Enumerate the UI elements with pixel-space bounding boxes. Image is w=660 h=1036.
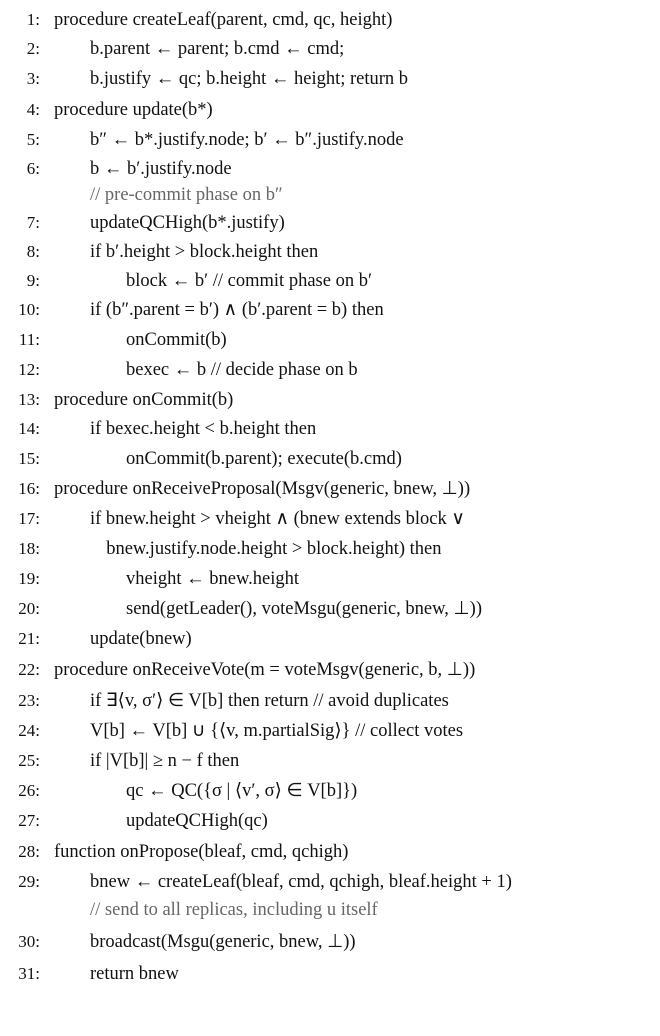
line-number: 31: <box>18 964 40 983</box>
algorithm-comment-line <box>0 898 660 922</box>
line-number: 9: <box>26 271 40 290</box>
code-text: procedure createLeaf(parent, cmd, qc, height) <box>54 10 393 30</box>
algorithm-line <box>0 627 660 651</box>
line-number: 2: <box>26 39 40 58</box>
algorithm-line <box>0 749 660 773</box>
line-number: 29: <box>18 872 40 891</box>
algorithm-line <box>0 298 660 322</box>
line-number: 14: <box>18 419 40 438</box>
line-number: 16: <box>18 479 40 498</box>
algorithm-line <box>0 597 660 621</box>
code-text: V[b] ← V[b] ∪ {⟨v, m.partialSig⟩} // collect votes <box>90 721 464 741</box>
code-text: b.justify ← qc; b.height ← height; return b <box>90 69 409 89</box>
comment-text: // pre-commit phase on b″ <box>90 185 283 205</box>
code-text: if |V[b]| ≥ n − f then <box>90 751 240 771</box>
algorithm-line <box>0 870 660 894</box>
algorithm-line <box>0 658 660 682</box>
code-text: if (b″.parent = b′) ∧ (b′.parent = b) then <box>90 300 384 320</box>
algorithm-line <box>0 507 660 531</box>
line-number: 6: <box>26 159 40 178</box>
line-number: 27: <box>18 811 40 830</box>
line-number: 15: <box>18 449 40 468</box>
algorithm-line <box>0 37 660 61</box>
algorithm-line <box>0 930 660 954</box>
algorithm-line <box>0 269 660 293</box>
line-number: 24: <box>18 721 40 740</box>
code-text: if bexec.height < b.height then <box>90 419 317 439</box>
algorithm-line <box>0 157 660 181</box>
line-number: 23: <box>18 691 40 710</box>
code-text: bnew ← createLeaf(bleaf, cmd, qchigh, bleaf.height + 1) <box>90 872 512 892</box>
algorithm-line <box>0 779 660 803</box>
algorithm-line <box>0 211 660 235</box>
code-text: block ← b′ // commit phase on b′ <box>126 271 372 291</box>
code-text: b ← b′.justify.node <box>90 159 232 179</box>
line-number: 4: <box>26 100 40 119</box>
algorithm-line <box>0 358 660 382</box>
code-text: b″ ← b*.justify.node; b′ ← b″.justify.node <box>90 130 404 150</box>
algorithm-line <box>0 417 660 441</box>
code-text: updateQCHigh(b*.justify) <box>90 213 285 233</box>
code-text: procedure onReceiveProposal(Msgv(generic, bnew, ⊥)) <box>54 479 471 499</box>
code-text: if ∃⟨v, σ′⟩ ∈ V[b] then return // avoid duplicates <box>90 691 449 711</box>
code-text: updateQCHigh(qc) <box>126 811 268 831</box>
code-text: qc ← QC({σ | ⟨v′, σ⟩ ∈ V[b]}) <box>126 781 358 801</box>
code-text: b.parent ← parent; b.cmd ← cmd; <box>90 39 345 59</box>
algorithm-line <box>0 962 660 986</box>
comment-text: // send to all replicas, including u itself <box>90 900 378 920</box>
line-number: 11: <box>18 330 40 349</box>
line-number: 28: <box>18 842 40 861</box>
code-text: onCommit(b) <box>126 330 227 350</box>
algorithm-comment-line <box>0 183 660 207</box>
line-number: 5: <box>26 130 40 149</box>
code-text: procedure update(b*) <box>54 100 213 120</box>
code-text: vheight ← bnew.height <box>126 569 299 589</box>
line-number: 3: <box>26 69 40 88</box>
algorithm-line <box>0 388 660 412</box>
algorithm-line <box>0 8 660 32</box>
algorithm-line <box>0 689 660 713</box>
line-number: 13: <box>18 390 40 409</box>
line-number: 26: <box>18 781 40 800</box>
algorithm-line <box>0 128 660 152</box>
code-text: send(getLeader(), voteMsgu(generic, bnew, ⊥)) <box>126 599 482 619</box>
algorithm-line <box>0 537 660 561</box>
algorithm-line <box>0 567 660 591</box>
code-text: bexec ← b // decide phase on b <box>126 360 358 380</box>
line-number: 17: <box>18 509 40 528</box>
algorithm-line <box>0 98 660 122</box>
line-number: 7: <box>26 213 40 232</box>
line-number: 30: <box>18 932 40 951</box>
algorithm-line <box>0 477 660 501</box>
line-number: 1: <box>26 10 40 29</box>
algorithm-line <box>0 328 660 352</box>
line-number: 21: <box>18 629 40 648</box>
code-text: onCommit(b.parent); execute(b.cmd) <box>126 449 402 469</box>
code-text: procedure onReceiveVote(m = voteMsgv(generic, b, ⊥)) <box>54 660 476 680</box>
algorithm-line <box>0 840 660 864</box>
code-text: return bnew <box>90 964 179 984</box>
line-number: 8: <box>26 242 40 261</box>
line-number: 12: <box>18 360 40 379</box>
code-text: if b′.height > block.height then <box>90 242 319 262</box>
algorithm-line <box>0 240 660 264</box>
line-number: 10: <box>18 300 40 319</box>
line-number: 19: <box>18 569 40 588</box>
line-number: 20: <box>18 599 40 618</box>
line-number: 25: <box>18 751 40 770</box>
algorithm-line <box>0 447 660 471</box>
code-text: bnew.justify.node.height > block.height) then <box>106 539 442 559</box>
algorithm-line <box>0 719 660 743</box>
code-text: update(bnew) <box>90 629 192 649</box>
code-text: if bnew.height > vheight ∧ (bnew extends block ∨ <box>90 509 465 529</box>
line-number: 22: <box>18 660 40 679</box>
algorithm-line <box>0 809 660 833</box>
code-text: broadcast(Msgu(generic, bnew, ⊥)) <box>90 932 356 952</box>
code-text: function onPropose(bleaf, cmd, qchigh) <box>54 842 349 862</box>
line-number: 18: <box>18 539 40 558</box>
code-text: procedure onCommit(b) <box>54 390 234 410</box>
algorithm-line <box>0 67 660 91</box>
